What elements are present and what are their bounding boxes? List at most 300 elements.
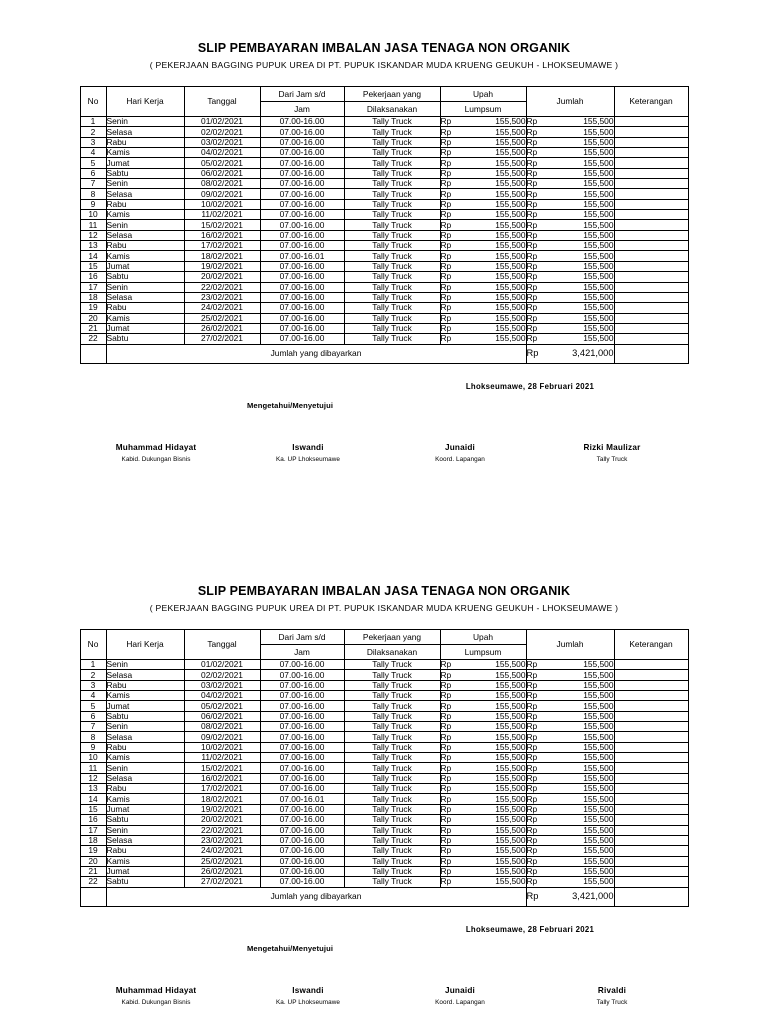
jumlah-currency: Rp — [526, 845, 538, 856]
cell-hari-kerja: Senin — [106, 722, 184, 732]
cell-jumlah — [526, 773, 614, 783]
jumlah-value: 155,500 — [583, 240, 614, 251]
cell-hari-kerja: Senin — [106, 763, 184, 773]
table-body — [80, 660, 688, 888]
cell-hari-kerja: Selasa — [106, 773, 184, 783]
upah-currency: Rp — [440, 783, 452, 794]
cell-upah — [440, 261, 526, 271]
jumlah-value: 155,500 — [583, 168, 614, 178]
upah-currency: Rp — [440, 157, 452, 168]
upah-currency: Rp — [440, 793, 452, 804]
upah-currency: Rp — [440, 856, 452, 866]
table-row — [80, 711, 688, 721]
jumlah-currency: Rp — [526, 680, 538, 690]
jumlah-value: 155,500 — [583, 773, 614, 784]
cell-tanggal: 09/02/2021 — [184, 189, 260, 199]
cell-keterangan — [614, 251, 688, 261]
jumlah-currency: Rp — [526, 282, 538, 292]
upah-currency: Rp — [440, 876, 452, 887]
cell-keterangan — [614, 313, 688, 323]
cell-jumlah — [526, 732, 614, 742]
total-keterangan — [614, 887, 688, 906]
cell-jumlah — [526, 763, 614, 773]
cell-no: 20 — [80, 856, 106, 866]
cell-no: 18 — [80, 835, 106, 845]
cell-jam: 07.00-16.00 — [260, 210, 344, 220]
table-row — [80, 701, 688, 711]
cell-hari-kerja: Kamis — [106, 794, 184, 804]
table-row — [80, 158, 688, 168]
jumlah-value: 155,500 — [583, 292, 614, 303]
cell-no: 8 — [80, 732, 106, 742]
jumlah-currency: Rp — [526, 814, 538, 825]
cell-hari-kerja: Jumat — [106, 261, 184, 271]
cell-jumlah — [526, 323, 614, 333]
table-row — [80, 261, 688, 271]
cell-jam: 07.00-16.00 — [260, 261, 344, 271]
table-row — [80, 877, 688, 887]
jumlah-currency: Rp — [526, 292, 538, 303]
cell-pekerjaan: Tally Truck — [344, 742, 440, 752]
upah-currency: Rp — [440, 323, 452, 334]
table-row — [80, 722, 688, 732]
cell-jam: 07.00-16.00 — [260, 732, 344, 742]
table-row — [80, 117, 688, 127]
cell-no: 21 — [80, 323, 106, 333]
cell-keterangan — [614, 210, 688, 220]
cell-pekerjaan: Tally Truck — [344, 292, 440, 302]
jumlah-value: 155,500 — [583, 188, 614, 199]
cell-pekerjaan: Tally Truck — [344, 691, 440, 701]
cell-tanggal: 26/02/2021 — [184, 323, 260, 333]
upah-currency: Rp — [440, 659, 452, 670]
cell-keterangan — [614, 680, 688, 690]
cell-jumlah — [526, 804, 614, 814]
cell-keterangan — [614, 282, 688, 292]
upah-value: 155,500 — [495, 783, 526, 794]
jumlah-value: 155,500 — [583, 825, 614, 835]
jumlah-value: 155,500 — [583, 669, 614, 680]
cell-hari-kerja: Sabtu — [106, 168, 184, 178]
cell-keterangan — [614, 711, 688, 721]
cell-jumlah — [526, 137, 614, 147]
signer-title: Koord. Lapangan — [435, 998, 485, 1006]
signer-block — [80, 442, 232, 465]
cell-hari-kerja: Kamis — [106, 148, 184, 158]
table-row — [80, 230, 688, 240]
cell-jam: 07.00-16.00 — [260, 753, 344, 763]
cell-upah — [440, 179, 526, 189]
upah-value: 155,500 — [495, 240, 526, 251]
upah-currency: Rp — [440, 752, 452, 763]
cell-jumlah — [526, 127, 614, 137]
jumlah-currency: Rp — [526, 199, 538, 210]
cell-jam: 07.00-16.00 — [260, 670, 344, 680]
cell-jam: 07.00-16.01 — [260, 794, 344, 804]
upah-value: 155,500 — [495, 825, 526, 835]
cell-pekerjaan: Tally Truck — [344, 137, 440, 147]
cell-hari-kerja: Rabu — [106, 241, 184, 251]
table-row — [80, 210, 688, 220]
jumlah-value: 155,500 — [583, 302, 614, 313]
cell-upah — [440, 691, 526, 701]
cell-jam: 07.00-16.00 — [260, 303, 344, 313]
cell-jumlah — [526, 313, 614, 323]
cell-tanggal: 11/02/2021 — [184, 210, 260, 220]
cell-no: 5 — [80, 701, 106, 711]
cell-keterangan — [614, 199, 688, 209]
cell-no: 4 — [80, 691, 106, 701]
page-subtitle: ( PEKERJAAN BAGGING PUPUK UREA DI PT. PUPUK ISKANDAR MUDA KRUENG GEUKUH - LHOKSEUMAWE ) — [149, 603, 619, 613]
upah-value: 155,500 — [495, 690, 526, 701]
upah-currency: Rp — [440, 178, 452, 189]
signer-title: Tally Truck — [596, 455, 628, 463]
jumlah-currency: Rp — [526, 762, 538, 773]
cell-jam: 07.00-16.00 — [260, 230, 344, 240]
signature-section — [80, 907, 688, 1024]
signer-name: Rivaldi — [597, 985, 627, 995]
upah-currency: Rp — [440, 866, 452, 877]
jumlah-currency: Rp — [526, 669, 538, 680]
jumlah-currency: Rp — [526, 261, 538, 272]
jumlah-value: 155,500 — [583, 690, 614, 701]
cell-no: 17 — [80, 282, 106, 292]
table-row — [80, 251, 688, 261]
total-label: Jumlah yang dibayarkan — [106, 887, 526, 906]
cell-keterangan — [614, 189, 688, 199]
cell-tanggal: 11/02/2021 — [184, 753, 260, 763]
upah-value: 155,500 — [495, 219, 526, 230]
signer-name: Iswandi — [292, 442, 324, 452]
payment-slip-2 — [0, 583, 768, 1024]
cell-upah — [440, 220, 526, 230]
cell-tanggal: 17/02/2021 — [184, 784, 260, 794]
cell-tanggal: 03/02/2021 — [184, 680, 260, 690]
cell-upah — [440, 732, 526, 742]
cell-keterangan — [614, 784, 688, 794]
table-row — [80, 856, 688, 866]
cell-hari-kerja: Rabu — [106, 784, 184, 794]
upah-value: 155,500 — [495, 773, 526, 784]
upah-value: 155,500 — [495, 147, 526, 158]
table-row — [80, 168, 688, 178]
cell-no: 6 — [80, 168, 106, 178]
jumlah-currency: Rp — [526, 157, 538, 168]
upah-currency: Rp — [440, 219, 452, 230]
cell-keterangan — [614, 241, 688, 251]
cell-pekerjaan: Tally Truck — [344, 753, 440, 763]
jumlah-value: 155,500 — [583, 680, 614, 690]
cell-no: 12 — [80, 230, 106, 240]
cell-pekerjaan: Tally Truck — [344, 804, 440, 814]
upah-value: 155,500 — [495, 700, 526, 711]
cell-tanggal: 17/02/2021 — [184, 241, 260, 251]
total-currency: Rp — [526, 890, 539, 901]
cell-hari-kerja: Rabu — [106, 303, 184, 313]
column-header-jam-line2: Jam — [260, 645, 344, 660]
cell-upah — [440, 158, 526, 168]
cell-hari-kerja: Selasa — [106, 127, 184, 137]
jumlah-value: 155,500 — [583, 804, 614, 815]
jumlah-currency: Rp — [526, 711, 538, 721]
jumlah-value: 155,500 — [583, 793, 614, 804]
cell-pekerjaan: Tally Truck — [344, 323, 440, 333]
upah-value: 155,500 — [495, 157, 526, 168]
cell-tanggal: 18/02/2021 — [184, 794, 260, 804]
cell-jam: 07.00-16.00 — [260, 825, 344, 835]
total-amount: 3,421,000 — [572, 347, 614, 358]
place-and-date: Lhokseumawe, 28 Februari 2021 — [465, 381, 595, 391]
upah-currency: Rp — [440, 271, 452, 282]
table-row — [80, 323, 688, 333]
cell-upah — [440, 825, 526, 835]
total-amount-cell — [526, 887, 614, 906]
cell-jam: 07.00-16.00 — [260, 282, 344, 292]
signer-name: Iswandi — [292, 985, 324, 995]
cell-no: 2 — [80, 127, 106, 137]
cell-upah — [440, 230, 526, 240]
upah-currency: Rp — [440, 690, 452, 701]
jumlah-currency: Rp — [526, 866, 538, 877]
cell-pekerjaan: Tally Truck — [344, 866, 440, 876]
cell-pekerjaan: Tally Truck — [344, 660, 440, 670]
table-row — [80, 866, 688, 876]
cell-hari-kerja: Kamis — [106, 691, 184, 701]
table-row — [80, 137, 688, 147]
cell-upah — [440, 168, 526, 178]
upah-value: 155,500 — [495, 731, 526, 742]
cell-jam: 07.00-16.00 — [260, 680, 344, 690]
approval-label: Mengetahui/Menyetujui — [246, 400, 334, 410]
cell-jam: 07.00-16.00 — [260, 691, 344, 701]
upah-value: 155,500 — [495, 333, 526, 344]
cell-upah — [440, 241, 526, 251]
cell-tanggal: 20/02/2021 — [184, 815, 260, 825]
jumlah-value: 155,500 — [583, 856, 614, 866]
upah-value: 155,500 — [495, 261, 526, 272]
cell-jam: 07.00-16.00 — [260, 742, 344, 752]
jumlah-value: 155,500 — [583, 659, 614, 670]
upah-currency: Rp — [440, 700, 452, 711]
signer-name: Junaidi — [444, 985, 476, 995]
cell-no: 13 — [80, 784, 106, 794]
upah-currency: Rp — [440, 333, 452, 344]
jumlah-currency: Rp — [526, 168, 538, 178]
cell-jam: 07.00-16.01 — [260, 251, 344, 261]
cell-pekerjaan: Tally Truck — [344, 732, 440, 742]
cell-keterangan — [614, 168, 688, 178]
cell-upah — [440, 272, 526, 282]
cell-jam: 07.00-16.00 — [260, 313, 344, 323]
cell-jumlah — [526, 680, 614, 690]
cell-hari-kerja: Rabu — [106, 199, 184, 209]
upah-currency: Rp — [440, 147, 452, 158]
cell-keterangan — [614, 158, 688, 168]
cell-tanggal: 01/02/2021 — [184, 117, 260, 127]
jumlah-currency: Rp — [526, 240, 538, 251]
cell-tanggal: 08/02/2021 — [184, 722, 260, 732]
jumlah-value: 155,500 — [583, 721, 614, 732]
cell-hari-kerja: Jumat — [106, 804, 184, 814]
jumlah-value: 155,500 — [583, 700, 614, 711]
cell-hari-kerja: Selasa — [106, 292, 184, 302]
cell-keterangan — [614, 272, 688, 282]
upah-currency: Rp — [440, 711, 452, 721]
column-header-jam-line2: Jam — [260, 102, 344, 117]
column-header-jam-line1: Dari Jam s/d — [260, 630, 344, 645]
jumlah-currency: Rp — [526, 250, 538, 261]
cell-jumlah — [526, 261, 614, 271]
cell-tanggal: 25/02/2021 — [184, 313, 260, 323]
upah-currency: Rp — [440, 230, 452, 241]
cell-keterangan — [614, 825, 688, 835]
cell-hari-kerja: Senin — [106, 117, 184, 127]
cell-hari-kerja: Rabu — [106, 680, 184, 690]
cell-upah — [440, 815, 526, 825]
table-row — [80, 835, 688, 845]
cell-hari-kerja: Senin — [106, 825, 184, 835]
upah-currency: Rp — [440, 814, 452, 825]
cell-no: 2 — [80, 670, 106, 680]
upah-currency: Rp — [440, 168, 452, 178]
cell-pekerjaan: Tally Truck — [344, 179, 440, 189]
cell-jumlah — [526, 303, 614, 313]
jumlah-currency: Rp — [526, 876, 538, 887]
table-row — [80, 189, 688, 199]
column-header-upah-line1: Upah — [440, 630, 526, 645]
cell-upah — [440, 323, 526, 333]
jumlah-currency: Rp — [526, 126, 538, 137]
jumlah-value: 155,500 — [583, 126, 614, 137]
cell-keterangan — [614, 303, 688, 313]
upah-value: 155,500 — [495, 876, 526, 887]
total-amount-cell — [526, 344, 614, 363]
column-header-keterangan: Keterangan — [614, 630, 688, 660]
upah-currency: Rp — [440, 731, 452, 742]
table-row — [80, 763, 688, 773]
cell-pekerjaan: Tally Truck — [344, 846, 440, 856]
cell-tanggal: 08/02/2021 — [184, 179, 260, 189]
upah-value: 155,500 — [495, 137, 526, 147]
payment-slip-1 — [0, 40, 768, 484]
jumlah-value: 155,500 — [583, 137, 614, 147]
payment-table — [80, 629, 689, 907]
cell-keterangan — [614, 261, 688, 271]
cell-no: 16 — [80, 272, 106, 282]
jumlah-currency: Rp — [526, 835, 538, 846]
cell-no: 11 — [80, 220, 106, 230]
upah-value: 155,500 — [495, 762, 526, 773]
table-body — [80, 117, 688, 345]
total-currency: Rp — [526, 347, 539, 358]
cell-no: 7 — [80, 722, 106, 732]
signer-name: Junaidi — [444, 442, 476, 452]
column-header-upah-line1: Upah — [440, 87, 526, 102]
signer-title: Kabid. Dukungan Bisnis — [121, 998, 191, 1006]
cell-upah — [440, 804, 526, 814]
table-row — [80, 282, 688, 292]
jumlah-value: 155,500 — [583, 752, 614, 763]
table-row — [80, 220, 688, 230]
cell-no: 14 — [80, 794, 106, 804]
jumlah-currency: Rp — [526, 147, 538, 158]
cell-no: 3 — [80, 137, 106, 147]
cell-jumlah — [526, 825, 614, 835]
cell-jam: 07.00-16.00 — [260, 179, 344, 189]
cell-tanggal: 09/02/2021 — [184, 732, 260, 742]
cell-upah — [440, 711, 526, 721]
column-header-pekerjaan-line1: Pekerjaan yang — [344, 87, 440, 102]
cell-tanggal: 20/02/2021 — [184, 272, 260, 282]
upah-value: 155,500 — [495, 804, 526, 815]
cell-no: 9 — [80, 199, 106, 209]
column-header-no: No — [80, 630, 106, 660]
cell-upah — [440, 303, 526, 313]
upah-currency: Rp — [440, 116, 452, 127]
upah-currency: Rp — [440, 199, 452, 210]
place-and-date: Lhokseumawe, 28 Februari 2021 — [465, 924, 595, 934]
cell-keterangan — [614, 856, 688, 866]
cell-no: 7 — [80, 179, 106, 189]
jumlah-value: 155,500 — [583, 742, 614, 753]
cell-jam: 07.00-16.00 — [260, 241, 344, 251]
upah-value: 155,500 — [495, 168, 526, 178]
cell-upah — [440, 117, 526, 127]
table-row — [80, 148, 688, 158]
upah-currency: Rp — [440, 240, 452, 251]
cell-tanggal: 02/02/2021 — [184, 127, 260, 137]
upah-value: 155,500 — [495, 814, 526, 825]
upah-value: 155,500 — [495, 282, 526, 292]
page-title: SLIP PEMBAYARAN IMBALAN JASA TENAGA NON ORGANIK — [197, 41, 571, 55]
jumlah-value: 155,500 — [583, 333, 614, 344]
cell-jam: 07.00-16.00 — [260, 763, 344, 773]
cell-jam: 07.00-16.00 — [260, 137, 344, 147]
cell-pekerjaan: Tally Truck — [344, 220, 440, 230]
cell-tanggal: 15/02/2021 — [184, 220, 260, 230]
cell-no: 5 — [80, 158, 106, 168]
cell-jam: 07.00-16.00 — [260, 877, 344, 887]
cell-jam: 07.00-16.00 — [260, 711, 344, 721]
jumlah-currency: Rp — [526, 178, 538, 189]
jumlah-currency: Rp — [526, 302, 538, 313]
jumlah-currency: Rp — [526, 188, 538, 199]
cell-hari-kerja: Jumat — [106, 866, 184, 876]
cell-no: 16 — [80, 815, 106, 825]
upah-currency: Rp — [440, 261, 452, 272]
table-footer — [80, 887, 688, 906]
cell-jam: 07.00-16.00 — [260, 846, 344, 856]
cell-jumlah — [526, 742, 614, 752]
cell-jumlah — [526, 158, 614, 168]
upah-currency: Rp — [440, 680, 452, 690]
jumlah-currency: Rp — [526, 773, 538, 784]
cell-jumlah — [526, 835, 614, 845]
cell-hari-kerja: Selasa — [106, 835, 184, 845]
column-header-pekerjaan-line1: Pekerjaan yang — [344, 630, 440, 645]
jumlah-value: 155,500 — [583, 783, 614, 794]
cell-pekerjaan: Tally Truck — [344, 825, 440, 835]
upah-value: 155,500 — [495, 178, 526, 189]
cell-jumlah — [526, 660, 614, 670]
cell-pekerjaan: Tally Truck — [344, 241, 440, 251]
cell-jumlah — [526, 189, 614, 199]
jumlah-currency: Rp — [526, 700, 538, 711]
cell-no: 15 — [80, 261, 106, 271]
cell-upah — [440, 680, 526, 690]
cell-upah — [440, 313, 526, 323]
cell-hari-kerja: Kamis — [106, 856, 184, 866]
